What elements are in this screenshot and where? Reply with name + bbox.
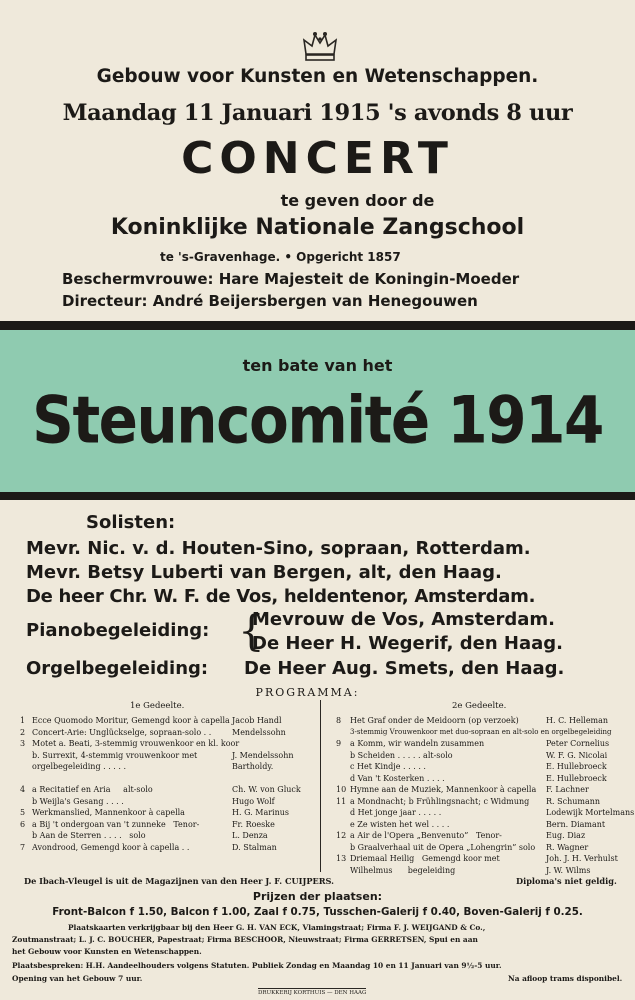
programme-piece: b Aan de Sterren . . . . solo [32,831,146,840]
bottom-band-rule [0,492,635,500]
programme-row [20,738,315,750]
programme-piece: Ecce Quomodo Moritur, Gemengd koor à capella [32,716,230,725]
programme-piece: Wilhelmus begeleiding [350,865,456,875]
programme-row [336,715,626,727]
programme-row [20,750,315,762]
programme-row [336,761,626,773]
school-name: Koninklijke Nationale Zangschool [110,215,525,240]
programme-row [20,715,315,727]
programme-piece: b Scheiden . . . . . alt-solo [350,750,453,760]
programme-composer: Eug. Diaz [546,831,586,840]
programme-composer: H. C. Helleman [546,716,609,725]
programme-number: 7 [20,842,26,852]
programme-piece: Motet a. Beati, 3-stemmig vrouwenkoor en kl. koor [32,739,240,748]
programme-number: 13 [336,854,347,863]
programme-composer: Bern. Diamant [546,819,606,829]
programme-row [20,761,315,773]
top-band-rule [0,321,635,330]
programme-row [336,842,626,854]
programme-row [20,727,315,739]
piano-brace: { [238,606,265,655]
programme-row [20,796,315,808]
venue-line: Gebouw voor Kunsten en Wetenschappen. [96,66,539,87]
programme-piece: a Recitatief en Aria alt-solo [32,785,153,794]
soloist-1: Mevr. Nic. v. d. Houten-Sino, sopraan, Rotterdam. [26,538,531,559]
diploma-note: Diploma's niet geldig. [516,876,617,886]
programme-piece: Werkmanslied, Mannenkoor à capella [32,808,185,817]
programme-row [336,727,626,739]
programme-number: 2 [20,727,26,737]
programme-piece: b Graalverhaal uit de Opera „Lohengrin” solo [350,842,536,852]
programme-piece: d Het jonge jaar . . . . . [350,808,442,817]
programme-piece: c Het Kindje . . . . . [350,762,426,771]
programme-composer: Hugo Wolf [232,796,275,806]
date-line: Maandag 11 Januari 1915 's avonds 8 uur [62,100,573,126]
piano-line-2: De Heer H. Wegerif, den Haag. [252,633,563,654]
programme-composer: H. G. Marinus [232,808,290,817]
programme-piece: orgelbegeleiding . . . . . [32,762,126,771]
programme-piece: b Weijla's Gesang . . . . [32,796,124,806]
programme-piece: Driemaal Heilig Gemengd koor met [350,854,500,863]
programme-piece: b. Surrexit, 4-stemmig vrouwenkoor met [32,750,198,760]
programme-piece: Avondrood, Gemengd koor à capella . . [32,842,190,852]
part1-title: 1e Gedeelte. [130,701,185,711]
soloist-3: De heer Chr. W. F. de Vos, heldentenor, Amsterdam. [26,586,536,607]
programme-row [336,784,626,796]
trams-line: Na afloop trams disponibel. [508,974,623,983]
programme-row [336,830,626,842]
tickets-line-3: het Gebouw voor Kunsten en Wetenschappen. [12,947,202,956]
programme-composer: Joh. J. H. Verhulst [546,854,618,863]
programme-number: 9 [336,739,342,748]
programme-composer: Peter Cornelius [546,739,610,748]
programme-composer: F. Lachner [546,785,589,794]
part2-title: 2e Gedeelte. [452,701,507,711]
programme-number: 1 [20,716,26,725]
benefit-name: Steuncomité 1914 [32,381,603,459]
programme-composer: W. F. G. Nicolai [546,750,608,760]
programme-title: PROGRAMMA: [255,686,360,699]
programme-row [20,784,315,796]
programme-row [20,807,315,819]
programme-composer: L. Denza [232,831,268,840]
patroness-line: Beschermvrouwe: Hare Majesteit de Koningin-Moeder [62,270,520,288]
programme-row [336,853,626,865]
programme-number: 6 [20,819,26,829]
programme-divider [320,700,321,872]
programme-composer: Mendelssohn [232,727,286,737]
director-line: Directeur: André Beijersbergen van Henegouwen [62,292,478,310]
programme-row [336,773,626,785]
prices-line: Front-Balcon f 1.50, Balcon f 1.00, Zaal f 0.75, Tusschen-Galerij f 0.40, Boven-Galerij f 0.25. [52,906,583,918]
location-line: te 's-Gravenhage. • Opgericht 1857 [160,250,401,264]
programme-piece: Het Graf onder de Meidoorn (op verzoek) [350,716,519,725]
programme-row [20,819,315,831]
programme-number: 11 [336,796,347,806]
programme-composer: Fr. Roeske [232,819,275,829]
benefit-prefix: ten bate van het [242,356,393,375]
programme-piece: Concert-Arie: Unglückselge, sopraan-solo . . [32,727,212,737]
opening-line: Opening van het Gebouw 7 uur. [12,974,143,983]
prices-title: Prijzen der plaatsen: [252,890,383,903]
programme-composer: E. Hullebroeck [546,773,607,783]
programme-piece: a Bij 't ondergoan van 't zunneke Tenor- [32,819,200,829]
programme-part-1 [20,715,315,853]
tickets-line-2: Zoutmanstraat; L. J. C. BOUCHER, Papestraat; Firma BESCHOOR, Nieuwstraat; Firma GERRETSEN, Spui en aan [12,935,478,944]
programme-composer: Jacob Handl [232,716,282,725]
piano-label: Pianobegeleiding: [26,620,210,641]
programme-row [20,830,315,842]
programme-piece: a Air de l'Opera „Benvenuto” Tenor- [350,831,502,840]
given-by-line: te geven door de [280,191,435,210]
programme-piece: e Ze wisten het wel . . . . [350,819,450,829]
programme-row [336,865,626,877]
programme-row [336,807,635,819]
programme-number: 4 [20,785,26,794]
programme-number: 5 [20,808,26,817]
programme-piece: 3-stemmig Vrouwenkoor met duo-sopraan en alt-solo en orgelbegeleiding [350,727,612,736]
programme-piece: a Komm, wir wandeln zusammen [350,739,485,748]
programme-composer: R. Wagner [546,842,589,852]
programme-row [336,819,626,831]
programme-row [20,842,315,854]
programme-composer: Bartholdy. [232,762,274,771]
programme-row [336,750,626,762]
programme-composer: J. Mendelssohn [232,750,294,760]
soloists-heading: Solisten: [86,512,176,533]
tickets-line-1: Plaatskaarten verkrijgbaar bij den Heer G. H. VAN ECK, Vlamingstraat; Firma F. J. WEIJGAND & Co., [68,923,486,932]
crown-icon [302,30,338,64]
organ-label: Orgelbegeleiding: [26,658,209,679]
soloist-2: Mevr. Betsy Luberti van Bergen, alt, den Haag. [26,562,502,583]
programme-part-2 [336,715,635,876]
programme-composer: D. Stalman [232,842,277,852]
programme-row [20,773,315,785]
printer-line: DRUKKERIJ KORTHUIS — DEN HAAG [258,990,367,996]
programme-row [336,738,626,750]
programme-composer: J. W. Wilms [546,865,591,875]
programme-composer: E. Hullebroeck [546,762,607,771]
organ-line: De Heer Aug. Smets, den Haag. [244,658,565,679]
programme-number: 3 [20,739,26,748]
piano-line-1: Mevrouw de Vos, Amsterdam. [252,609,556,630]
programme-piece: a Mondnacht; b Frühlingsnacht; c Widmung [350,796,530,806]
programme-row [336,796,626,808]
programme-number: 12 [336,831,347,840]
piano-note: De Ibach-Vleugel is uit de Magazijnen van den Heer J. F. CUIJPERS. [24,876,334,886]
programme-piece: d Van 't Kosterken . . . . [350,773,445,783]
programme-number: 10 [336,785,347,794]
programme-piece: Hymne aan de Muziek, Mannenkoor à capella [350,785,537,794]
programme-composer: R. Schumann [546,796,601,806]
booking-line: Plaatsbespreken: H.H. Aandeelhouders volgens Statuten. Publiek Zondag en Maandag 10 en 11 Januari van 9½-5 uur. [12,961,502,970]
programme-number: 8 [336,716,342,725]
programme-composer: Ch. W. von Gluck [232,785,301,794]
concert-title: CONCERT [181,133,454,184]
programme-composer: Lodewijk Mortelmans [546,808,635,817]
